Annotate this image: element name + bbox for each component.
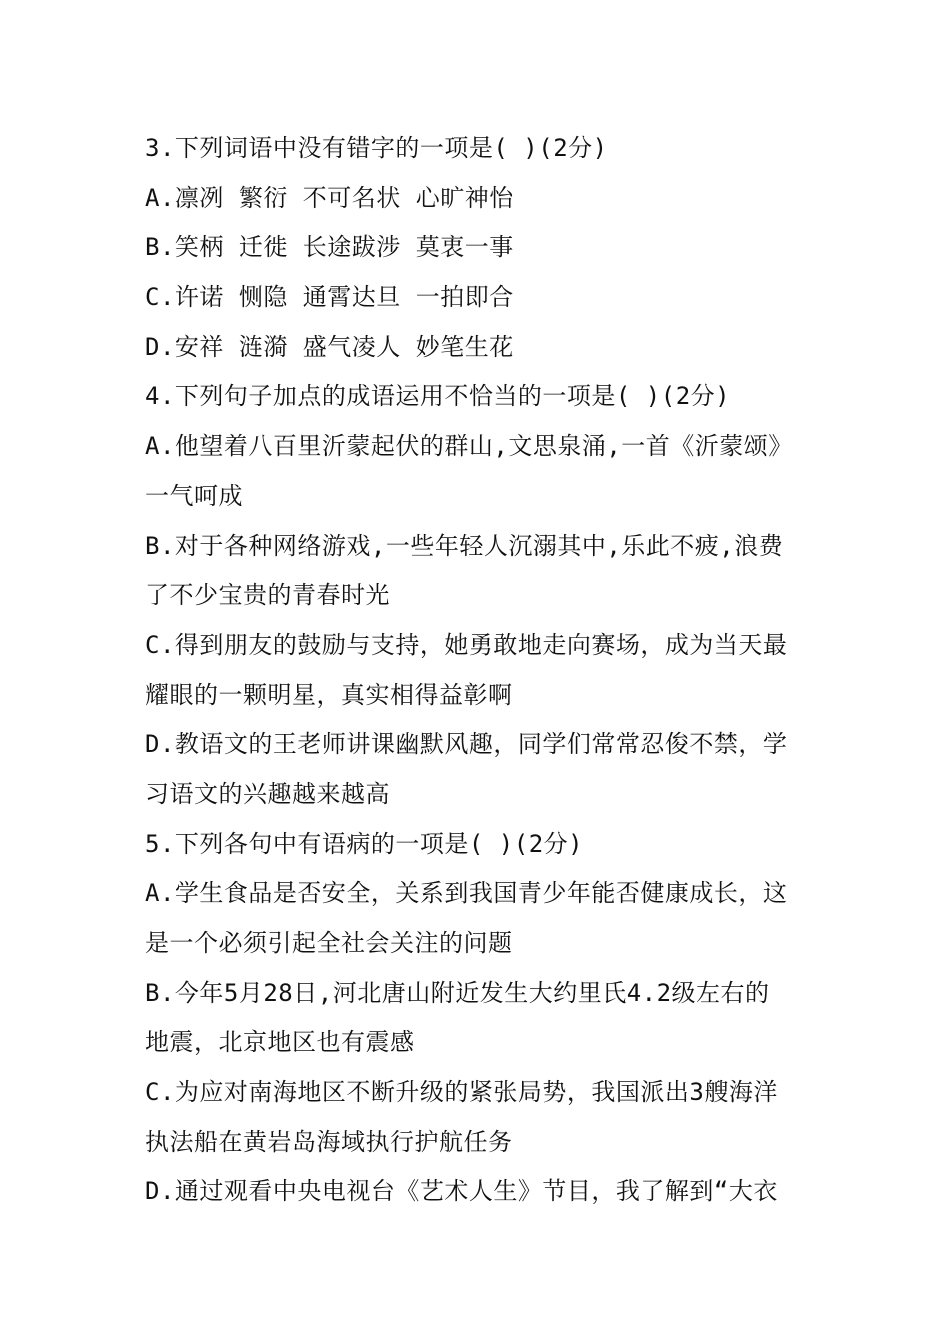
question-5-option-a-line-1: A.学生食品是否安全，关系到我国青少年能否健康成长，这 [145,879,788,908]
question-3-option-c: C.许诺 恻隐 通霄达旦 一拍即合 [145,283,514,312]
question-4-option-d-line-1: D.教语文的王老师讲课幽默风趣，同学们常常忍俊不禁，学 [145,730,788,759]
question-5-option-b-line-1: B.今年5月28日,河北唐山附近发生大约里氏4.2级左右的 [145,978,770,1007]
question-4-option-a-line-1: A.他望着八百里沂蒙起伏的群山,文思泉涌,一首《沂蒙颂》 [145,432,793,461]
question-5-option-c-line-1: C.为应对南海地区不断升级的紧张局势，我国派出3艘海洋 [145,1078,778,1107]
question-4-option-c-line-1: C.得到朋友的鼓励与支持，她勇敢地走向赛场，成为当天最 [145,630,788,659]
question-3-option-b: B.笑柄 迁徙 长途跋涉 莫衷一事 [145,233,514,262]
question-4-option-b-line-2: 了不少宝贵的青春时光 [145,581,390,610]
question-5-stem: 5.下列各句中有语病的一项是( )(2分) [145,829,584,858]
question-5-option-a-line-2: 是一个必须引起全社会关注的问题 [145,929,513,957]
question-5-option-c-line-2: 执法船在黄岩岛海域执行护航任务 [145,1127,513,1156]
question-4-stem: 4.下列句子加点的成语运用不恰当的一项是( )(2分) [145,382,731,411]
question-4-option-b-line-1: B.对于各种网络游戏,一些年轻人沉溺其中,乐此不疲,浪费 [145,531,784,560]
question-4-option-c-line-2: 耀眼的一颗明星，真实相得益彰啊 [145,680,513,709]
question-3-option-d: D.安祥 涟漪 盛气凌人 妙笔生花 [145,332,514,361]
question-4-option-a-line-2: 一气呵成 [145,481,243,510]
document-body [145,124,810,1217]
question-3-stem: 3.下列词语中没有错字的一项是( )(2分) [145,134,608,162]
question-5-option-b-line-2: 地震，北京地区也有震感 [145,1028,415,1057]
question-4-option-d-line-2: 习语文的兴趣越来越高 [145,779,390,808]
question-3-option-a: A.凛冽 繁衍 不可名状 心旷神怡 [145,183,514,212]
question-5-option-d-line-1: D.通过观看中央电视台《艺术人生》节目，我了解到“大衣 [145,1177,778,1206]
